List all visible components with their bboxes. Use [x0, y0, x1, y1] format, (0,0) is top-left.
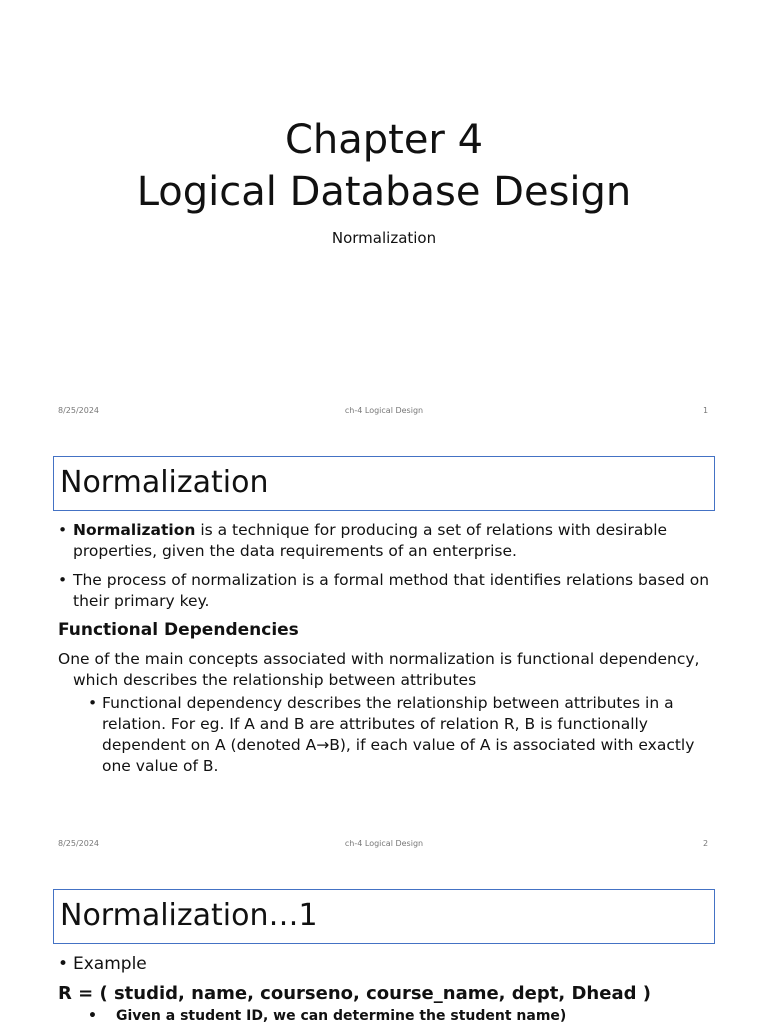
slide2-bullet-1 — [58, 520, 718, 562]
slide1-footer-page: 1 — [703, 406, 709, 415]
slide2-bullet-1-text: is a technique for producing a set of relations with desirable properties, given the data requirements of an enterprise. — [73, 521, 668, 560]
slide1-title-line1: Chapter 4 — [284, 117, 484, 163]
slide3-bullet-1: • Example — [58, 953, 718, 976]
slide2-heading: Functional Dependencies — [58, 620, 299, 640]
slide3-title: Normalization…1 — [60, 898, 318, 933]
slide1-subtitle: Normalization — [331, 229, 437, 247]
slide2-title-box — [53, 456, 715, 511]
slide1-footer-date: 8/25/2024 — [58, 406, 100, 415]
slide3-sub-bullet: • Given a student ID, we can determine the student name) — [58, 1005, 718, 1028]
slide1-title-line2: Logical Database Design — [136, 169, 632, 215]
slide3-relation: R = ( studid, name, courseno, course_name, dept, Dhead ) — [58, 983, 651, 1004]
slide2-paragraph: One of the main concepts associated with normalization is functional dependency, which describes the relationship between attributes — [58, 650, 700, 689]
slide2-bullet-1-bold: Normalization — [73, 521, 196, 539]
slide2-footer-center: ch-4 Logical Design — [344, 839, 424, 848]
slide3-body — [58, 953, 718, 1028]
slide2-body — [58, 520, 718, 777]
slide2-footer-page: 2 — [703, 839, 709, 848]
slide3-title-box — [53, 889, 715, 944]
slide2-bullet-2: • The process of normalization is a formal method that identifies relations based on their primary key. — [58, 570, 718, 612]
slide1-footer-center: ch-4 Logical Design — [344, 406, 424, 415]
slide2-title: Normalization — [60, 465, 269, 500]
slide2-sub-bullet: • Functional dependency describes the relationship between attributes in a relation. For eg. If A and B are attributes of relation R, B is functionally dependent on A (denoted A→B), if each value of A is associated with exactly one value of B. — [58, 693, 718, 777]
slide2-footer-date: 8/25/2024 — [58, 839, 100, 848]
